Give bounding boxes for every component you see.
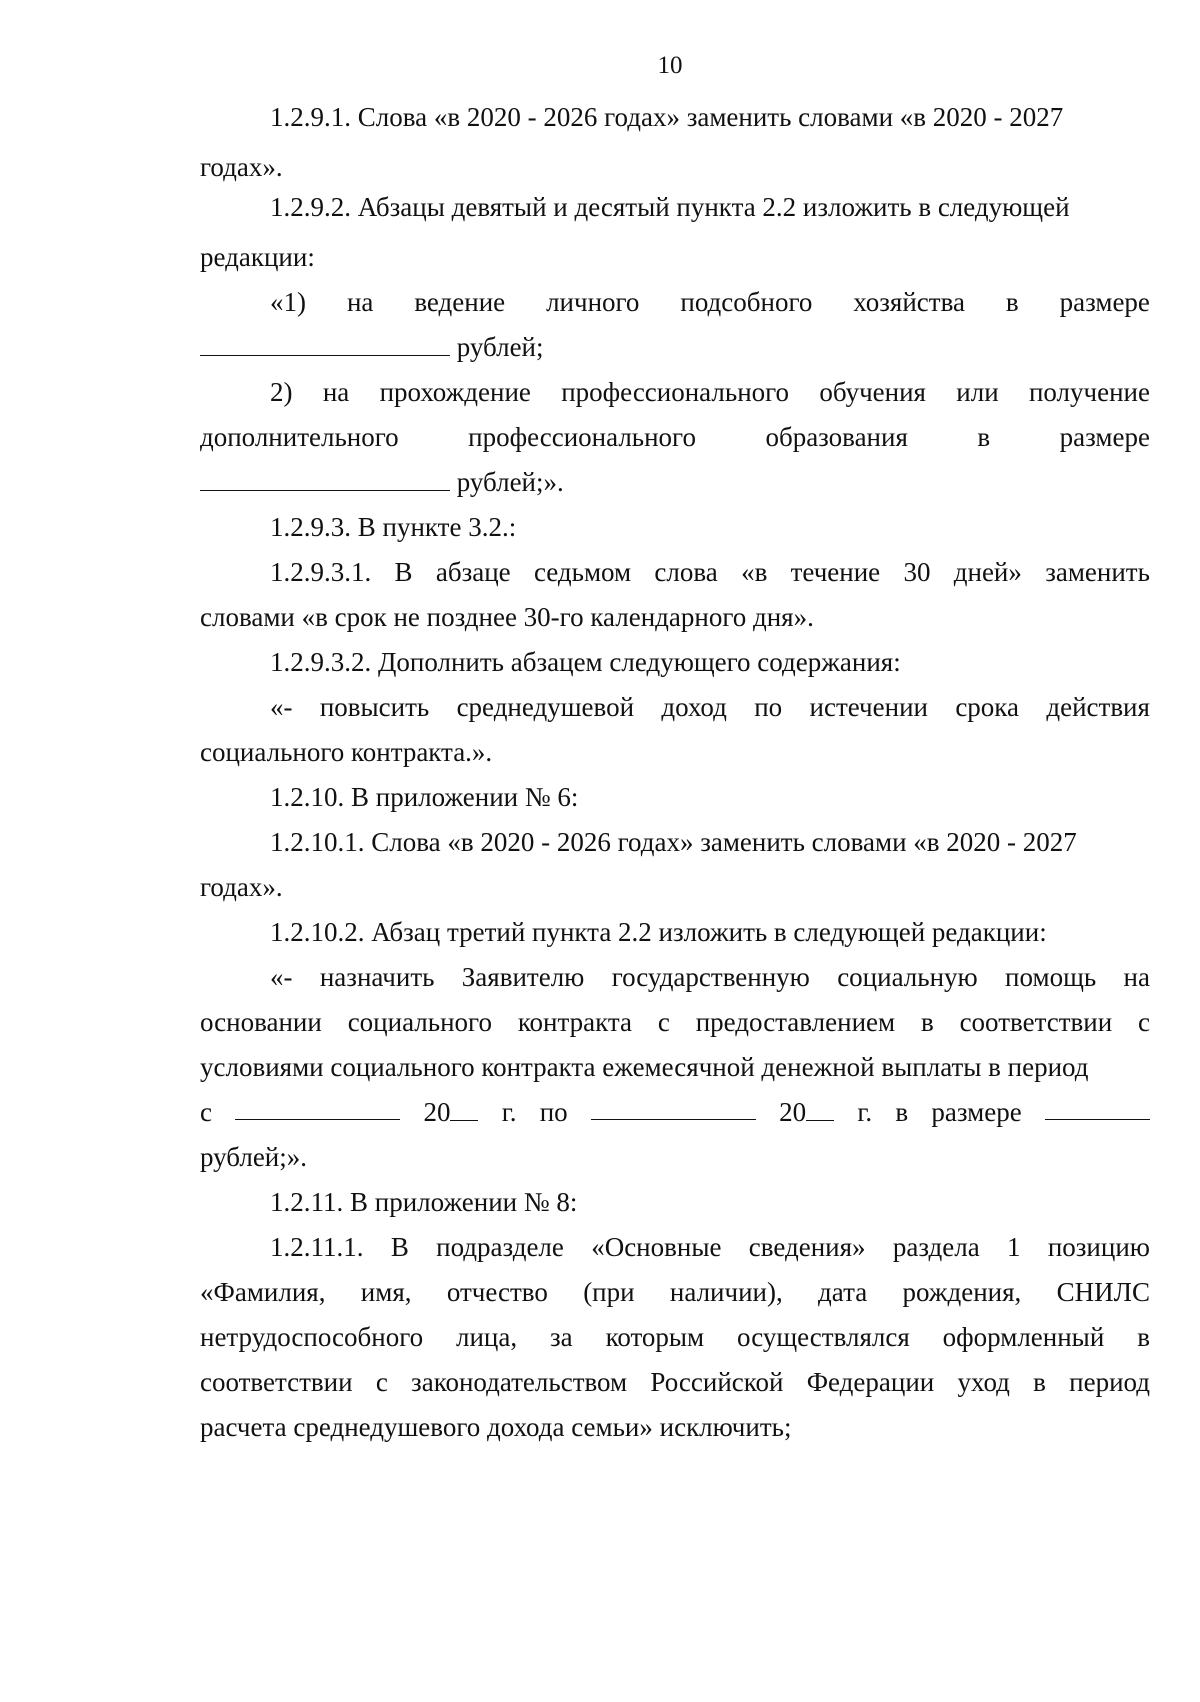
word: государственную [611, 962, 810, 992]
justified-line [270, 690, 1150, 724]
word: СНИЛС [1056, 1277, 1150, 1307]
justified-line [270, 960, 1150, 994]
word: профессионального [468, 422, 696, 452]
text-fragment: г. [857, 1097, 873, 1127]
text-line: 1.2.10. В приложении № 6: [270, 782, 579, 812]
word: получение [1028, 377, 1150, 407]
text-line: годах». [200, 152, 283, 182]
text-line: расчета среднедушевого дохода семьи» исключить; [200, 1412, 792, 1442]
fill-blank [235, 1095, 400, 1120]
word: подразделе [436, 1232, 564, 1262]
word: раздела [892, 1232, 980, 1262]
word: размере [1059, 422, 1150, 452]
justified-line [200, 1005, 1150, 1039]
word: «1) [270, 287, 306, 317]
text-fragment: по [539, 1097, 568, 1127]
word: уход [957, 1367, 1010, 1397]
word: соответствии [959, 1007, 1113, 1037]
word: размере [1059, 287, 1150, 317]
text-line: 1.2.10.2. Абзац третий пункта 2.2 изложить в следующей редакции: [270, 917, 1047, 947]
justified-line [200, 1320, 1150, 1354]
word: по [754, 692, 783, 722]
word: подсобного [680, 287, 813, 317]
justified-line [270, 1230, 1150, 1264]
word: профессионального [561, 377, 790, 407]
word: истечении [809, 692, 928, 722]
word: период [1069, 1367, 1150, 1397]
word: 1 [1007, 1232, 1021, 1262]
word: помощь [1005, 962, 1097, 992]
text-line: 1.2.9.2. Абзацы девятый и десятый пункта 2.2 изложить в следующей [270, 192, 1070, 222]
text-line: условиями социального контракта ежемесячной денежной выплаты в период [200, 1052, 1089, 1082]
fill-blank [591, 1095, 756, 1120]
word: на [322, 377, 350, 407]
justified-line [270, 555, 1150, 589]
date-range-line [200, 1095, 1150, 1129]
word: Федерации [806, 1367, 935, 1397]
text-fragment: с [200, 1097, 212, 1127]
text-fragment [423, 1095, 478, 1129]
word: предоставлением [695, 1007, 896, 1037]
word: соответствии [200, 1367, 353, 1397]
word: дней» [953, 557, 1022, 587]
fill-blank [1045, 1095, 1150, 1120]
justified-line [270, 285, 1150, 319]
word: позицию [1047, 1232, 1150, 1262]
word: «в [741, 557, 768, 587]
word: «Фамилия, [200, 1277, 326, 1307]
word: течение [790, 557, 881, 587]
word: рождения, [902, 1277, 1022, 1307]
word: с [657, 1007, 670, 1037]
fill-blank [450, 1096, 478, 1121]
text-fragment: рублей; [450, 332, 544, 362]
word: лица, [456, 1322, 518, 1352]
text-fragment: рублей;». [450, 467, 564, 497]
text-line [200, 330, 1150, 364]
word: контракта [517, 1007, 632, 1037]
word: действия [1046, 692, 1150, 722]
text-fragment [779, 1095, 834, 1129]
word: повысить [319, 692, 430, 722]
word: «Основные [591, 1232, 722, 1262]
text-fragment: размере [931, 1097, 1022, 1127]
word: 30 [903, 557, 931, 587]
fill-blank [200, 466, 450, 491]
word: «- [270, 962, 293, 992]
word: в [920, 1007, 934, 1037]
word: прохождение [379, 377, 531, 407]
word: в [977, 422, 991, 452]
word: доход [661, 692, 727, 722]
fill-blank [806, 1096, 834, 1121]
word: законодательством [411, 1367, 628, 1397]
word: на [1123, 962, 1150, 992]
word: Российской [650, 1367, 784, 1397]
word: хозяйства [853, 287, 965, 317]
word: (при [583, 1277, 635, 1307]
year-prefix: 20 [423, 1097, 451, 1127]
word: оформленный [942, 1322, 1105, 1352]
word: заменить [1045, 557, 1150, 587]
word: Заявителю [461, 962, 585, 992]
word: в [1005, 287, 1019, 317]
word: абзаце [435, 557, 511, 587]
justified-line [200, 420, 1150, 454]
word: В [394, 557, 413, 587]
word: дополнительного [200, 422, 399, 452]
text-line: редакции: [200, 242, 315, 272]
word: 2) [270, 377, 293, 407]
word: седьмом [533, 557, 632, 587]
text-line: 1.2.9.3. В пункте 3.2.: [270, 512, 517, 542]
word: осуществлялся [737, 1322, 910, 1352]
word: В [390, 1232, 409, 1262]
text-line: 1.2.9.1. Слова «в 2020 - 2026 годах» заменить словами «в 2020 - 2027 [270, 102, 1064, 132]
word: или [956, 377, 999, 407]
word: с [1138, 1007, 1150, 1037]
word: за [550, 1322, 573, 1352]
word: слова [654, 557, 718, 587]
word: нетрудоспособного [200, 1322, 424, 1352]
word: в [1033, 1367, 1046, 1397]
text-line: социального контракта.». [200, 737, 493, 767]
word: отчество [446, 1277, 548, 1307]
word: с [375, 1367, 388, 1397]
word: в [1137, 1322, 1150, 1352]
word: 1.2.11.1. [270, 1232, 364, 1262]
word: основании [200, 1007, 322, 1037]
text-line: 1.2.9.3.2. Дополнить абзацем следующего содержания: [270, 647, 901, 677]
text-line: годах». [200, 872, 283, 902]
text-line: 1.2.10.1. Слова «в 2020 - 2026 годах» заменить словами «в 2020 - 2027 [270, 827, 1077, 857]
word: наличии), [669, 1277, 783, 1307]
word: которым [605, 1322, 705, 1352]
word: среднедушевой [456, 692, 635, 722]
text-line: 1.2.11. В приложении № 8: [270, 1187, 578, 1217]
word: назначить [319, 962, 435, 992]
word: 1.2.9.3.1. [270, 557, 372, 587]
text-line: рублей;». [200, 1142, 308, 1172]
word: образования [765, 422, 908, 452]
word: социальную [837, 962, 978, 992]
text-fragment: г. [501, 1097, 517, 1127]
justified-line [200, 1275, 1150, 1309]
text-line: словами «в срок не позднее 30-го календарного дня». [200, 602, 814, 632]
fill-blank [200, 331, 450, 356]
word: дата [818, 1277, 868, 1307]
word: имя, [360, 1277, 412, 1307]
word: сведения» [748, 1232, 866, 1262]
text-fragment: в [895, 1097, 909, 1127]
year-prefix: 20 [779, 1097, 807, 1127]
word: ведение [414, 287, 506, 317]
word: обучения [819, 377, 926, 407]
text-line [200, 465, 1150, 499]
word: срока [955, 692, 1020, 722]
word: на [346, 287, 374, 317]
word: «- [270, 692, 293, 722]
justified-line [270, 375, 1150, 409]
page-number: 10 [657, 52, 683, 79]
word: социального [347, 1007, 492, 1037]
word: личного [546, 287, 640, 317]
justified-line [200, 1365, 1150, 1399]
